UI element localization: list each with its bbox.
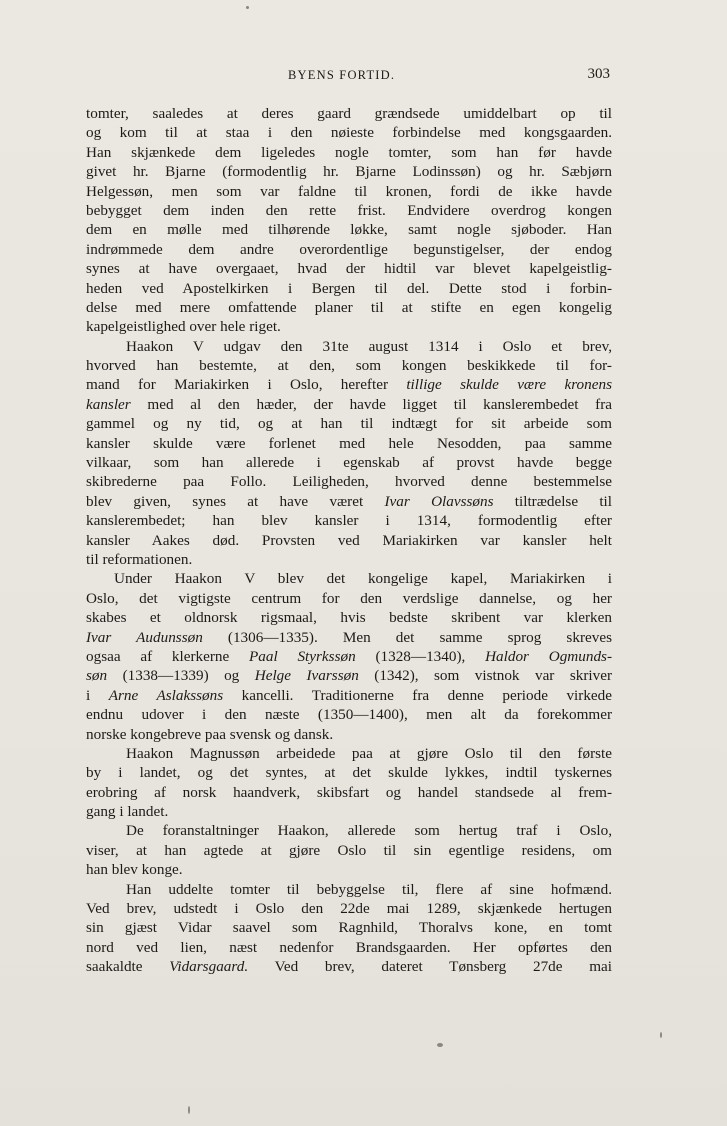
text-line: Helgessøn, men som var faldne til kronen, fordi de ikke havde [86,182,612,200]
italic-name: Vidarsgaard. [169,958,249,976]
text-line: Haakon Magnussøn arbeidede paa at gjøre Oslo til den første [126,744,612,762]
text-line: givet hr. Bjarne (formodentlig hr. Bjarne Lodinssøn) og hr. Sæbjørn [86,163,612,181]
text-line: kapelgeistlighed over hele riget. [86,318,281,336]
text-line: erobring af norsk haandverk, skibsfart og handel standsede al frem- [86,783,612,801]
text-line: blev given, synes at have været Ivar Olavssøns tiltrædelse til [86,492,613,510]
text-line: ogsaa af klerkerne Paal Styrkssøn (1328—1340), Haldor Ogmunds- [86,647,612,665]
text-line: til reformationen. [86,550,193,568]
text-line: delse med mere omfattende planer til at stifte en egen kongelig [86,298,612,316]
paper-speck [188,1106,190,1114]
page-number: 303 [587,66,610,82]
text-line: norske kongebreve paa svensk og dansk. [86,725,334,743]
italic-name: søn [86,667,108,685]
text-line: skabes et oldnorsk rigsmaal, hvis bedste skribent var klerken [86,609,612,627]
italic-name: tillige skulde være kronens [406,376,612,394]
italic-name: Ivar Olavssøns [384,492,494,510]
text-line: Under Haakon V blev det kongelige kapel, Mariakirken i [114,570,612,588]
text-line: bebygget dem inden den rette frist. Endvidere overdrog kongen [86,201,612,219]
text-line: vilkaar, som han allerede i egenskab af provst havde begge [86,454,612,472]
text-line: indrømmede dem andre overordentlige begunstigelser, der endog [86,240,612,258]
text-line: kansler skulde være forlenet med hele Nesodden, paa samme [86,434,612,452]
text-line: De foranstaltninger Haakon, allerede som hertug traf i Oslo, [126,822,612,840]
text-line: gammel og ny tid, og at han til indtægt for sit arbeide som [86,415,612,433]
text-line: Han skjænkede dem ligeledes nogle tomter, som han før havde [86,143,612,161]
text-line: søn (1338—1339) og Helge Ivarssøn (1342), som vistnok var skriver [86,667,613,685]
text-line: Haakon V udgav den 31te august 1314 i Oslo et brev, [126,337,612,355]
text-line: Han uddelte tomter til bebyggelse til, flere af sine hofmænd. [126,880,612,898]
paper-speck [437,1043,443,1047]
body-text [86,104,612,977]
text-line: kansler Aakes død. Provsten ved Mariakirken var kansler helt [86,531,612,549]
text-line: gang i landet. [86,803,169,821]
italic-name: kansler [86,395,131,413]
text-line: nord ved lien, næst nedenfor Brandsgaarden. Her opførtes den [86,938,612,956]
running-head: BYENS FORTID. [288,68,396,82]
text-line: i Arne Aslakssøns kancelli. Traditionerne fra denne periode virkede [86,686,612,704]
text-line: hvorved han bestemte, at den, som kongen beskikkede til for- [86,357,612,375]
text-line: kansler med al den hæder, der havde ligget til kanslerembedet fra [86,395,612,413]
text-line: heden ved Apostelkirken i Bergen til del. Dette stod i forbin- [86,279,612,297]
text-line: dem en mølle med tilhørende løkke, samt nogle sjøboder. Han [86,221,612,239]
text-line: saakaldte Vidarsgaard. Ved brev, dateret Tønsberg 27de mai [86,958,612,976]
text-line: Ved brev, udstedt i Oslo den 22de mai 1289, skjænkede hertugen [86,900,612,918]
italic-name: Haldor Ogmunds- [485,647,612,665]
text-line: endnu udover i den næste (1350—1400), men alt da forekommer [86,706,612,724]
text-line: viser, at han agtede at gjøre Oslo til sin egentlige residens, om [86,841,612,859]
text-line: synes at have overgaaet, hvad der hidtil var blevet kapelgeistlig- [86,260,612,278]
text-line: Oslo, det vigtigste centrum for den verdslige dannelse, og her [86,589,612,607]
text-line: sin gjæst Vidar saavel som Ragnhild, Thoralvs kone, en tomt [86,919,612,937]
italic-name: Paal Styrkssøn [249,647,356,665]
text-line: og kom til at staa i den nøieste forbindelse med kongsgaarden. [86,124,612,142]
text-line: han blev konge. [86,861,183,879]
text-line: mand for Mariakirken i Oslo, herefter tillige skulde være kronens [86,376,612,394]
text-line: skibrederne paa Follo. Leiligheden, hvorved denne bestemmelse [86,473,612,491]
italic-name: Arne Aslakssøns [108,686,224,704]
text-line: kanslerembedet; han blev kansler i 1314, formodentlig efter [86,512,612,530]
italic-name: Helge Ivarssøn [254,667,359,685]
paper-speck [660,1032,662,1038]
italic-name: Ivar Audunssøn [86,628,203,646]
text-line: by i landet, og det syntes, at det skulde lykkes, indtil tyskernes [86,764,612,782]
text-line: tomter, saaledes at deres gaard grændsede umiddelbart op til [86,105,612,122]
text-line: Ivar Audunssøn (1306—1335). Men det samme sprog skreves [86,628,612,646]
paper-speck [246,6,249,9]
page-header [86,66,610,86]
